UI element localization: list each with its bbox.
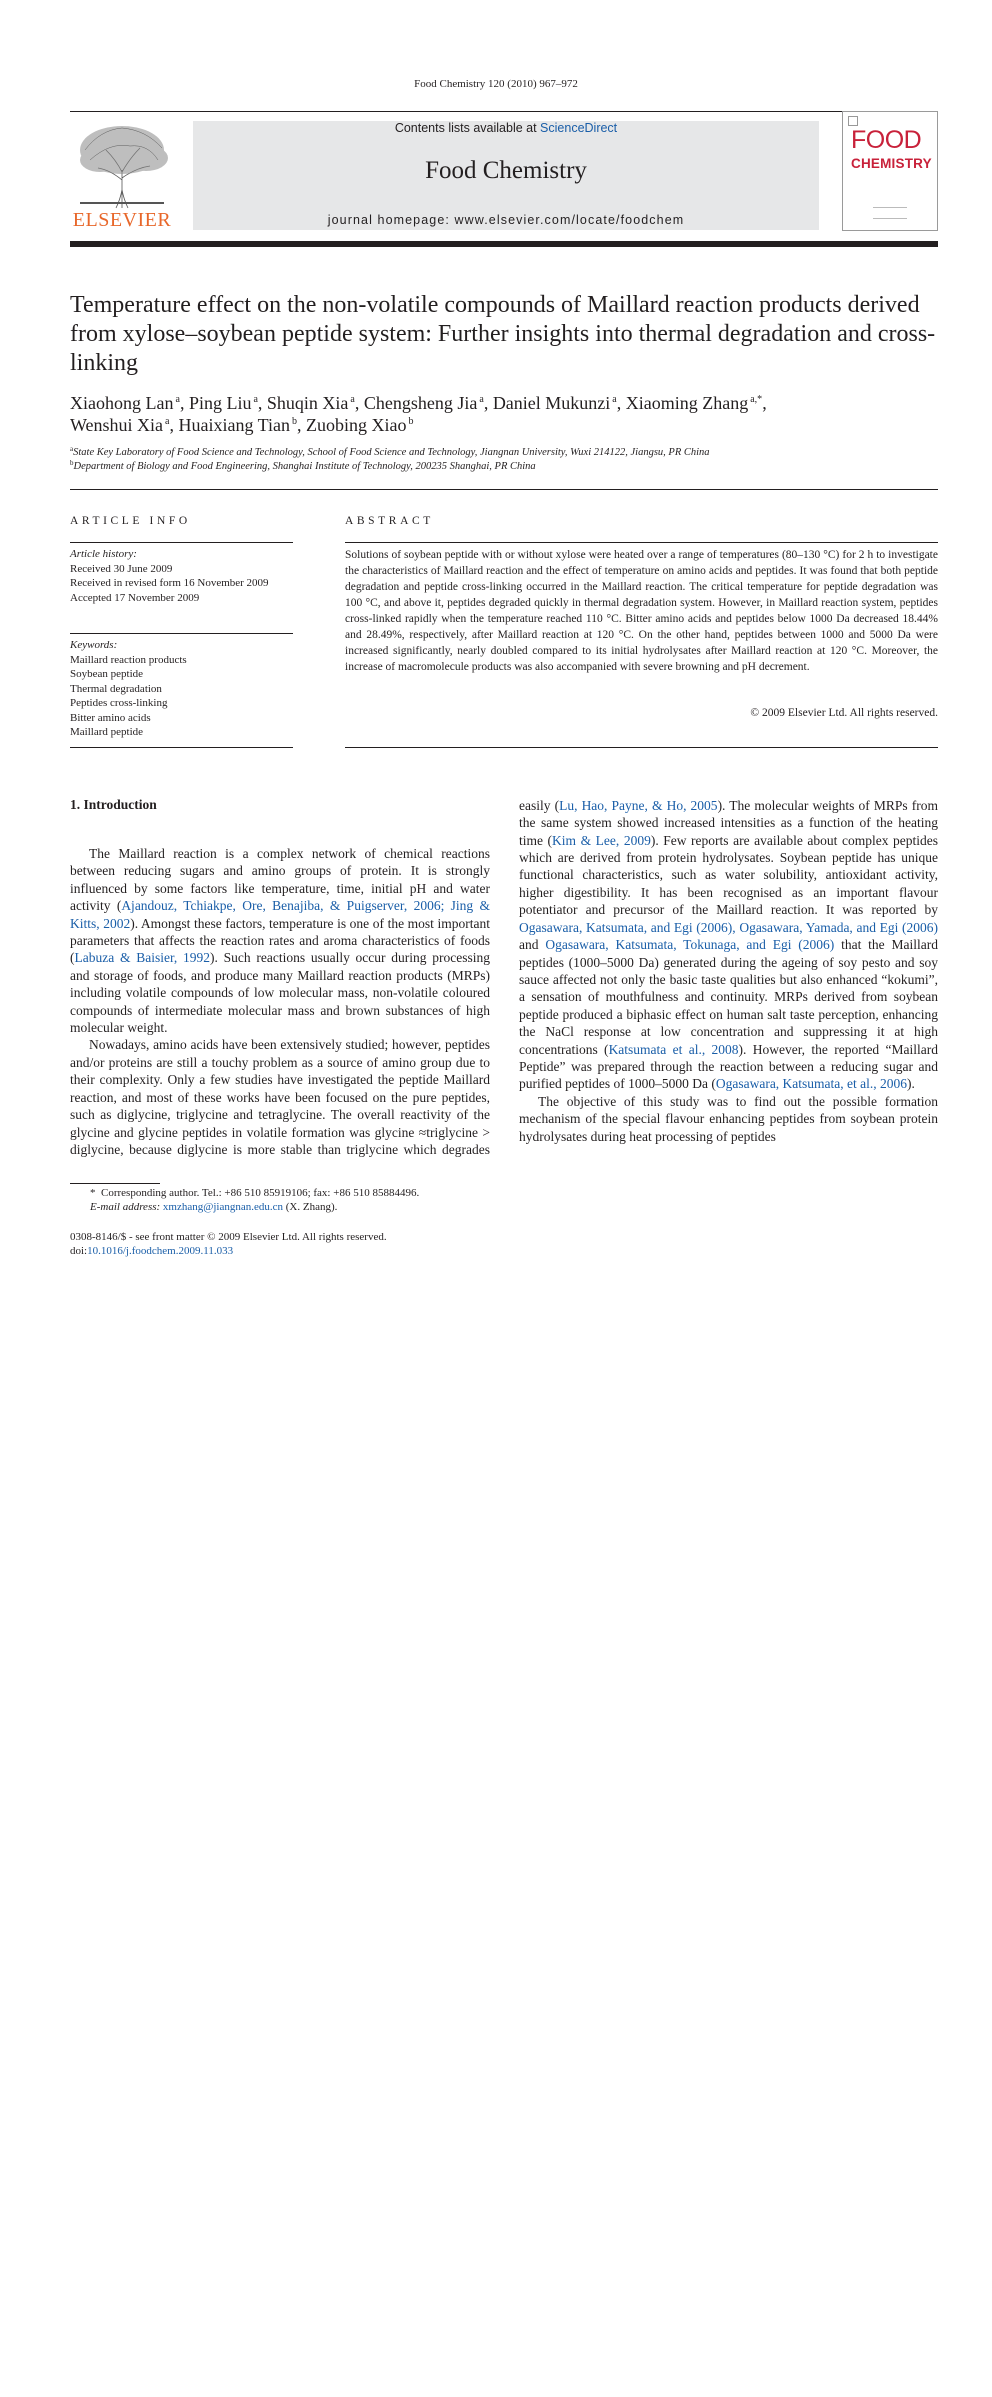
journal-homepage[interactable]: journal homepage: www.elsevier.com/locate/foodchem	[327, 213, 685, 227]
email-link[interactable]: xmzhang@jiangnan.edu.cn	[162, 1201, 284, 1213]
keywords-label: Keywords:	[70, 639, 118, 651]
email-note	[70, 1200, 490, 1214]
affiliation-text: Department of Biology and Food Engineering, Shanghai Institute of Technology, 200235 Shanghai, PR China	[73, 461, 536, 472]
article-title: Temperature effect on the non-volatile compounds of Maillard reaction products derived from xylose–soybean peptide system: Further insights into thermal degradation and cross-linking	[70, 292, 936, 376]
continued-paragraph-window	[519, 797, 938, 2397]
citation-link[interactable]: Ogasawara, Katsumata, Tokunaga, and Egi (2006)	[545, 937, 835, 953]
contents-prefix: Contents lists available at	[394, 121, 541, 135]
author-affiliation-mark: a	[610, 394, 617, 405]
text-run: Nowadays, amino acids have been extensively studied; however, peptides and/or proteins are still a touchy problem as a source of amino group due to their complexity. Only a few studies have investigated the peptide Maillard reaction, and most of these works have been focused on the pure peptides, such as diglycine, triglycine and tetraglycine. The overall reactivity of the glycine and glycine peptides in volatile formation was glycine ≈triglycine > diglycine, because diglycine is more stable than triglycine which degrades	[70, 1037, 490, 1157]
text-run: that the Maillard peptides (1000–5000 Da) generated during the ageing of soy pesto and soy sauce affected not only the basic taste qualities but also enhanced “kokumi”, a sensation of mouthfulness and continuity. MRPs derived from soybean peptide produced a biphasic effect on human salt taste perception, enhancing the NaCl response at low concentration and suppressing it at high concentrations (	[519, 937, 938, 1057]
citation-link[interactable]: Kim & Lee, 2009	[552, 832, 651, 848]
author-affiliation-mark: b	[290, 416, 298, 427]
author-affiliation-mark: a,*	[748, 394, 763, 405]
affiliation-label: b	[70, 459, 74, 467]
affiliation-text: State Key Laboratory of Food Science and Technology, School of Food Science and Technology, Jiangnan University, Wuxi 214122, Jiangsu, PR China	[73, 447, 710, 458]
text-run: ). Few reports are available about complex peptides which are derived from protein hydrolysates. Soybean peptide has unique functional characteristics, such as water solubility, antioxidant activity, higher digestibility. It has been recognised as an important flavour potentiator and precursor of the Maillard reaction. It was reported by	[519, 832, 938, 918]
article-info-rule-mid	[70, 633, 293, 634]
paragraph	[70, 845, 490, 1036]
paragraph: The objective of this study was to find out the possible formation mechanism of the special flavour enhancing peptides from soybean protein hydrolysates during heat processing of peptides	[519, 1093, 938, 1144]
issn-line: 0308-8146/$ - see front matter © 2009 Elsevier Ltd. All rights reserved.	[70, 1231, 387, 1243]
revised-date: Received in revised form 16 November 2009	[70, 577, 269, 589]
received-date: Received 30 June 2009	[70, 562, 173, 575]
keyword: Bitter amino acids	[70, 711, 151, 724]
corresponding-author-note	[70, 1186, 490, 1200]
affiliation	[70, 446, 938, 460]
text-run: The Maillard reaction is a complex network of chemical reactions between reducing sugars and amino groups of protein. It is strongly influenced by some factors like temperature, time, initial pH and water activity (	[70, 846, 490, 914]
elsevier-logo[interactable]	[70, 120, 174, 232]
keyword: Maillard reaction products	[70, 653, 187, 666]
author-name[interactable]: Shuqin Xia	[266, 393, 349, 413]
doi-link[interactable]: 10.1016/j.foodchem.2009.11.033	[87, 1245, 234, 1257]
history-label: Article history:	[70, 548, 137, 560]
author-name[interactable]: Xiaoming Zhang	[625, 393, 749, 413]
text-run: easily (	[519, 797, 560, 813]
author-name[interactable]: Ping Liu	[188, 393, 252, 413]
keyword: Peptides cross-linking	[70, 697, 168, 709]
body-column-right	[519, 797, 938, 2397]
article-info-heading: ARTICLE INFO	[70, 515, 191, 527]
journal-masthead	[193, 121, 819, 230]
email-label: E-mail address:	[90, 1201, 161, 1213]
citation-link[interactable]: Ogasawara, Katsumata, et al., 2006	[715, 1076, 908, 1092]
author-affiliation-mark: a	[251, 394, 258, 405]
citation-link[interactable]: Katsumata et al., 2008	[608, 1041, 739, 1057]
article-info-rule-top	[70, 542, 293, 543]
cover-title-food: FOOD	[851, 126, 922, 154]
keyword: Soybean peptide	[70, 668, 144, 680]
journal-title: Food Chemistry	[425, 157, 587, 184]
cover-title-chemistry: CHEMISTRY	[851, 156, 932, 171]
cover-mini-icon	[848, 116, 858, 126]
affiliation-list	[70, 446, 938, 474]
elsevier-wordmark: ELSEVIER	[72, 209, 172, 231]
author-name[interactable]: Daniel Mukunzi	[492, 393, 611, 413]
affiliation-label: a	[70, 445, 74, 453]
author-affiliation-mark: a	[163, 416, 170, 427]
contents-line	[193, 121, 819, 135]
page-footer	[70, 1230, 490, 1258]
text-run: ). However, the reported “Maillard Peptide” was prepared through the reaction between a reducing sugar and purified peptides of 1000–5000 Da (	[519, 1041, 938, 1092]
corresponding-text: Corresponding author. Tel.: +86 510 85919106; fax: +86 510 85884496.	[101, 1187, 420, 1199]
header-thick-rule	[70, 241, 938, 247]
abstract-copyright: © 2009 Elsevier Ltd. All rights reserved.	[750, 707, 938, 719]
author-name[interactable]: Xiaohong Lan	[70, 393, 174, 413]
keywords-section	[70, 638, 295, 740]
text-run: ). Amongst these factors, temperature is one of the most important parameters that affects the reaction rates and aroma characteristics of foods (	[70, 915, 490, 966]
abstract-heading: ABSTRACT	[345, 515, 434, 527]
text-run: and	[519, 937, 546, 953]
author-name[interactable]: Huaixiang Tian	[178, 415, 291, 435]
article-history	[70, 547, 295, 605]
text-run: ).	[907, 1076, 915, 1092]
keyword: Maillard peptide	[70, 726, 144, 738]
citation-link[interactable]: Ajandouz, Tchiakpe, Ore, Benajiba, & Puigserver, 2006; Jing & Kitts, 2002	[70, 898, 490, 931]
section-heading-introduction: 1. Introduction	[70, 797, 157, 812]
front-matter-rule	[70, 489, 938, 490]
text-run: ). The molecular weights of MRPs from the same system showed increased intensities as a function of the heating time (	[519, 797, 938, 848]
author-name[interactable]: Wenshui Xia	[70, 415, 164, 435]
accepted-date: Accepted 17 November 2009	[70, 591, 200, 604]
cover-decoration	[873, 207, 907, 219]
affiliation	[70, 460, 938, 474]
abstract-rule-top	[345, 542, 938, 543]
citation-link[interactable]: Lu, Hao, Payne, & Ho, 2005	[559, 797, 718, 813]
footnote	[70, 1186, 490, 1214]
journal-citation: Food Chemistry 120 (2010) 967–972	[414, 78, 578, 90]
author-affiliation-mark: b	[406, 416, 414, 427]
paragraph	[519, 797, 938, 1093]
author-affiliation-mark: a	[173, 394, 180, 405]
author-name[interactable]: Zuobing Xiao	[306, 415, 407, 435]
author-affiliation-mark: a	[477, 394, 484, 405]
doi-line	[70, 1244, 490, 1258]
body-column-left	[70, 845, 490, 1158]
footnote-mark: *	[90, 1187, 96, 1199]
abstract-rule-bottom	[345, 747, 938, 748]
doi-label: doi:	[70, 1245, 88, 1257]
author-list: Xiaohong Lan $^a$, Ping Liu $^a$, Shuqin Xia $^a$, Chengsheng Jia $^a$, Daniel Mukunzi $^a$, Xiaoming Zhang $^{a,*}$, Wenshui Xia $^a$, Huaixiang Tian $^b$, Zuobing Xiao $^b$	[70, 393, 767, 435]
elsevier-tree-icon	[70, 120, 174, 210]
article-info-rule-bottom	[70, 747, 293, 748]
paragraph	[70, 1036, 490, 1158]
abstract-text: Solutions of soybean peptide with or without xylose were heated over a range of temperatures (80–130 °C) for 2 h to investigate the characteristics of Maillard reaction and the effect of temperature on amino acids and peptides. It was found that both peptide degradation and peptide cross-linking occurred in the Maillard reaction. The critical temperature for peptide degradation was 100 °C, and above it, peptides degraded quickly in thermal degradation system. However, in Maillard reaction system, peptides cross-linked rapidly when the temperature reached 110 °C. Bitter amino acids and peptides below 1000 Da decreased 18.44% and 28.49%, respectively, after Maillard reaction at 120 °C. On the other hand, peptides between 1000 and 5000 Da were increased significantly, nearly doubled compared to its initial hydrolysates after Maillard reaction at 120 °C. Moreover, the increase of macromolecule products was also accompanied with severe browning and pH decrement.	[345, 549, 938, 673]
citation-link[interactable]: Labuza & Baisier, 1992	[74, 950, 211, 966]
email-suffix: (X. Zhang).	[283, 1201, 338, 1213]
sciencedirect-link[interactable]: ScienceDirect	[540, 121, 618, 135]
author-name[interactable]: Chengsheng Jia	[363, 393, 478, 413]
keyword: Thermal degradation	[70, 682, 162, 695]
citation-link[interactable]: Ogasawara, Katsumata, and Egi (2006), Ogasawara, Yamada, and Egi (2006)	[519, 919, 938, 935]
header-top-rule	[70, 111, 938, 112]
footnote-rule	[70, 1183, 160, 1184]
author-affiliation-mark: a	[348, 394, 355, 405]
text-run: ). Such reactions usually occur during processing and storage of foods, and produce many Maillard reaction products (MRPs) including volatile compounds of low molecular mass, non-volatile coloured compounds of intermediate molecular mass and brown substances of high molecular weight.	[70, 950, 491, 1036]
journal-cover-thumbnail[interactable]	[842, 111, 938, 231]
